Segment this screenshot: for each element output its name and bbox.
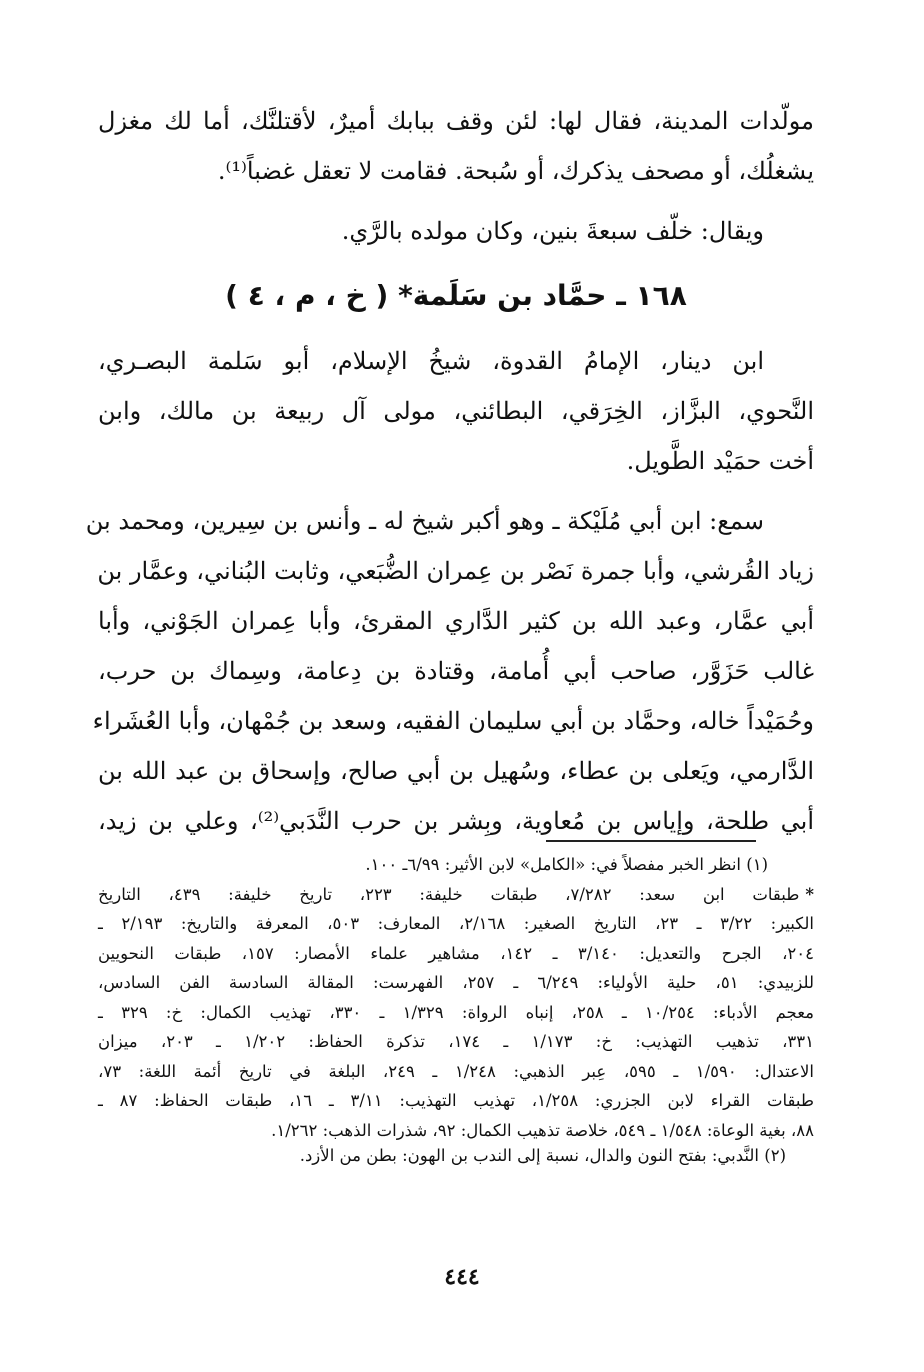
text-line: ابن دينار، الإمامُ القدوة، شيخُ الإسلام، أبو سَلمة البصـري، bbox=[98, 347, 764, 375]
text-line: سمع: ابن أبي مُلَيْكة ـ وهو أكبر شيخ له ـ وأنس بن سِيرين، ومحمد بن bbox=[85, 507, 764, 535]
sources-star: * bbox=[805, 884, 814, 904]
entry-heading: ١٦٨ ـ حمَّاد بن سَلَمة* ( خ ، م ، ٤ ) bbox=[225, 279, 687, 312]
main-text bbox=[85, 96, 815, 846]
sources-line: الكبير: ٣/٢٢ ـ ٢٣، التاريخ الصغير: ٢/١٦٨، المعارف: ٥٠٣، المعرفة والتاريخ: ٢/١٩٣ ـ bbox=[98, 914, 814, 933]
sources-line: الاعتدال: ١/٥٩٠ ـ ٥٩٥، عِبر الذهبي: ١/٢٤٨ ـ ٢٤٩، البلغة في تاريخ أئمة اللغة: ٧٣، bbox=[98, 1061, 814, 1081]
footnote-2: (٢) النَّدبي: بفتح النون والدال، نسبة إلى الندب بن الهون: بطن من الأزد. bbox=[299, 1146, 786, 1165]
sources-line: طبقات القراء لابن الجزري: ١/٢٥٨، تهذيب التهذيب: ٣/١١ ـ ١٦، طبقات الحفاظ: ٨٧ ـ bbox=[98, 1091, 814, 1110]
footnotes bbox=[98, 850, 814, 1167]
text-line: الدَّارمي، ويَعلى بن عطاء، وسُهيل بن أبي صالح، وإسحاق بن عبد الله بن bbox=[98, 757, 814, 785]
sources-line: للزبيدي: ٥١، حلية الأولياء: ٦/٢٤٩ ـ ٢٥٧، الفهرست: المقالة السادسة الفن السادس، bbox=[98, 973, 814, 992]
text-line: زياد القُرشي، وأبا جمرة نَصْر بن عِمران الضُّبَعي، وثابت البُناني، وعمَّار بن bbox=[97, 557, 814, 585]
text-line: ويقال: خلّف سبعةَ بنين، وكان مولده بالرَّي. bbox=[341, 217, 764, 245]
sources-line: ٨٨، بغية الوعاة: ١/٥٤٨ ـ ٥٤٩، خلاصة تذهيب الكمال: ٩٢، شذرات الذهب: ١/٢٦٢. bbox=[271, 1120, 814, 1140]
text-line: وحُمَيْداً خاله، وحمَّاد بن أبي سليمان الفقيه، وسعد بن جُمْهان، وأبا العُشَراء bbox=[92, 707, 814, 735]
page-number: ٤٤٤ bbox=[444, 1264, 480, 1290]
text-line: غالب حَزَوَّر، صاحب أبي أُمامة، وقتادة بن دِعامة، وسِماك بن حرب، bbox=[98, 657, 814, 685]
text-line: يشغلُك، أو مصحف يذكرك، أو سُبحة. فقامت لا تعقل غضباً⁽¹⁾. bbox=[217, 157, 814, 185]
text-line: أبي عمَّار، وعبد الله بن كثير الدَّاري المقرئ، وأبا عِمران الجَوْني، وأبا bbox=[98, 607, 814, 635]
sources-line: ٣٣١، تذهيب التهذيب: خ: ١/١٧٣ ـ ١٧٤، تذكرة الحفاظ: ١/٢٠٢ ـ ٢٠٣، ميزان bbox=[98, 1032, 814, 1051]
text-line: مولّدات المدينة، فقال لها: لئن وقف ببابك أميرٌ، لأقتلنَّك، أما لك مغزل bbox=[98, 107, 814, 135]
footnote-separator bbox=[546, 840, 756, 842]
text-line: أبي طلحة، وإياس بن مُعاوية، وبِشر بن حرب النَّدَبي⁽²⁾، وعلي بن زيد، bbox=[98, 807, 815, 835]
sources-line: معجم الأدباء: ١٠/٢٥٤ ـ ٢٥٨، إنباه الرواة: ١/٣٢٩ ـ ٣٣٠، تهذيب الكمال: خ: ٣٢٩ ـ bbox=[98, 1002, 814, 1022]
text-line: النَّحوي، البزَّاز، الخِرَقي، البطائني، مولى آل ربيعة بن مالك، وابن bbox=[98, 397, 814, 425]
sources-line: *طبقات ابن سعد: ٧/٢٨٢، طبقات خليفة: ٢٢٣، تاريخ خليفة: ٤٣٩، التاريخ bbox=[98, 884, 814, 904]
footnote-1: (١) انظر الخبر مفصلاً في: «الكامل» لابن الأثير: ٦/٩٩ـ ١٠٠. bbox=[365, 855, 768, 874]
text-line: أخت حمَيْد الطَّويل. bbox=[626, 447, 814, 475]
sources-line: ٢٠٤، الجرح والتعديل: ٣/١٤٠ ـ ١٤٢، مشاهير علماء الأمصار: ١٥٧، طبقات النحويين bbox=[98, 943, 814, 963]
